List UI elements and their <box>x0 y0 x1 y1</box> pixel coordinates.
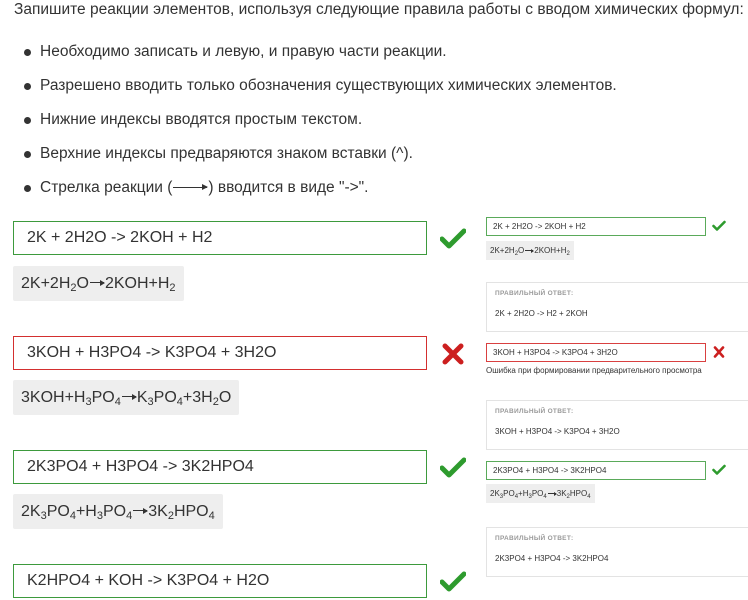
check-icon <box>440 571 466 593</box>
formula-preview-1: $2K+2H_2O$ $2KOH+H_2$ <box>13 266 184 301</box>
formula-preview-3: $2K_3PO_4+H_3PO_4$ $3K_2HPO_4$ <box>13 494 223 529</box>
rule-item: Стрелка реакции ( ) вводится в виде "->". <box>24 176 617 210</box>
check-icon <box>712 220 726 232</box>
answer-input-2[interactable]: 3KOH + H3PO4 -> K3PO4 + 3H2O <box>13 336 427 370</box>
correct-answer-label: ПРАВИЛЬНЫЙ ОТВЕТ: <box>495 290 574 297</box>
rule-item: Верхние индексы предваряются знаком вставки (^). <box>24 142 617 176</box>
answer-input-3[interactable]: 2K3PO4 + H3PO4 -> 3K2HPO4 <box>13 450 427 484</box>
review-input-1[interactable]: 2K + 2H2O -> 2KOH + H2 <box>486 217 706 236</box>
correct-answer-box-1 <box>486 282 748 332</box>
correct-answer-value: 3KOH + H3PO4 -> K3PO4 + 3H2O <box>495 427 620 436</box>
check-icon <box>712 464 726 476</box>
reaction-arrow-icon <box>122 396 136 397</box>
correct-answer-value: 2K3PO4 + H3PO4 -> 3K2HPO4 <box>495 554 609 563</box>
reaction-arrow-icon <box>548 493 556 494</box>
answer-input-1[interactable]: 2K + 2H2O -> 2KOH + H2 <box>13 221 427 255</box>
correct-answer-label: ПРАВИЛЬНЫЙ ОТВЕТ: <box>495 408 574 415</box>
correct-answer-value: 2K + 2H2O -> H2 + 2KOH <box>495 309 588 318</box>
answer-input-4[interactable]: K2HPO4 + KOH -> K3PO4 + H2O <box>13 564 427 598</box>
reaction-arrow-icon <box>90 282 104 283</box>
review-input-2[interactable]: 3KOH + H3PO4 -> K3PO4 + 3H2O <box>486 343 706 362</box>
rule-item: Разрешено вводить только обозначения существующих химических элементов. <box>24 74 617 108</box>
cross-icon <box>440 343 466 365</box>
rule-item: Нижние индексы вводятся простым текстом. <box>24 108 617 142</box>
correct-answer-box-2 <box>486 400 748 450</box>
reaction-arrow-icon <box>173 187 207 188</box>
review-preview-1: $2K+2H_2O$ $2KOH+H_2$ <box>486 241 574 260</box>
check-icon <box>440 228 466 250</box>
rules-list <box>24 40 617 210</box>
reaction-arrow-icon <box>525 250 533 251</box>
instruction-text: Запишите реакции элементов, используя следующие правила работы с вводом химических формул: <box>14 1 744 18</box>
correct-answer-label: ПРАВИЛЬНЫЙ ОТВЕТ: <box>495 535 574 542</box>
cross-icon <box>712 346 726 358</box>
rule-item: Необходимо записать и левую, и правую части реакции. <box>24 40 617 74</box>
review-preview-3: $2K_3PO_4+H_3PO_4$ $3K_2HPO_4$ <box>486 484 595 503</box>
preview-error-text: Ошибка при формировании предварительного просмотра <box>486 366 702 375</box>
check-icon <box>440 457 466 479</box>
reaction-arrow-icon <box>133 510 147 511</box>
formula-preview-2: $3KOH+H_3PO_4$ $K_3PO_4+3H_2O$ <box>13 380 239 415</box>
review-input-3[interactable]: 2K3PO4 + H3PO4 -> 3K2HPO4 <box>486 461 706 480</box>
correct-answer-box-3 <box>486 527 748 577</box>
